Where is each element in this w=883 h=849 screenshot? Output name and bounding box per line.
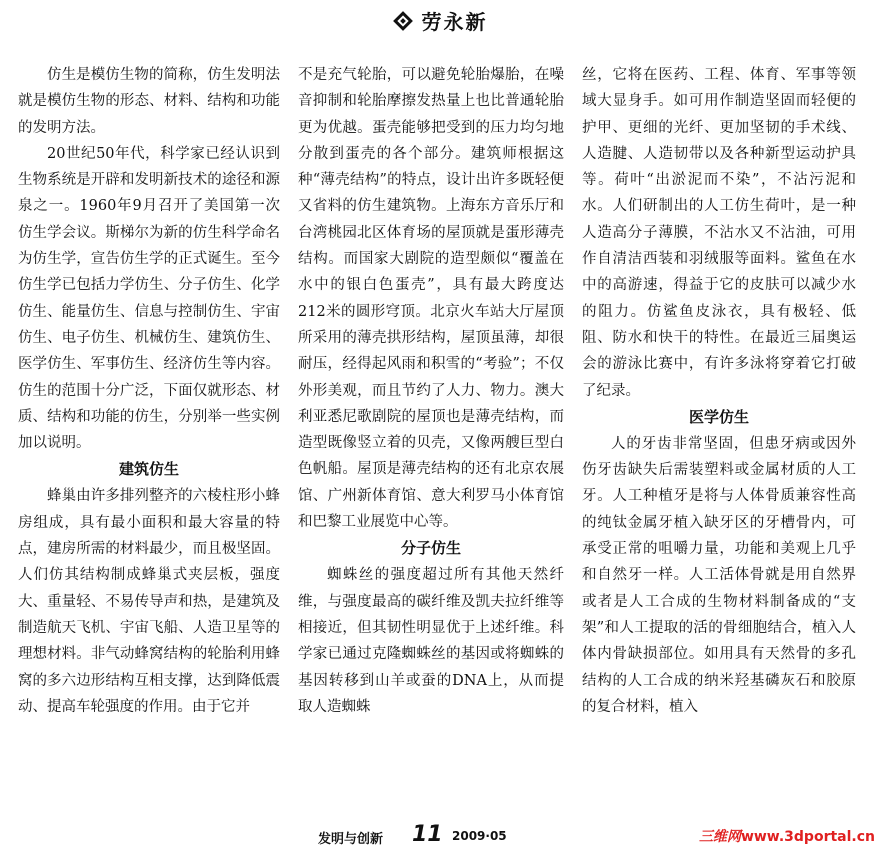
text-column-3: [582, 62, 856, 822]
watermark-url: www.3dportal.cn: [740, 829, 875, 845]
text-column-1: [18, 62, 280, 822]
paragraph-teeth-bone: 人的牙齿非常坚固，但患牙病或因外伤牙齿缺失后需装塑料或金属材质的人工牙。人工种植牙是将与人体骨质兼容性高的纯钛金属牙植入缺牙区的牙槽骨内，可承受正常的咀嚼力量，功能和美观上几乎和自然牙一样。人工活体骨就是用自然界或者是人工合成的生物材料制备成的“支架”和人工提取的活的骨细胞结合，植入人体内骨缺损部位。如用具有天然骨的多孔结构的人工合成的纳米羟基磷灰石和胶原的复合材料，植入: [582, 435, 856, 715]
section-heading-building: 建筑仿生: [118, 460, 179, 479]
paragraph-honeycomb: 蜂巢由许多排列整齐的六棱柱形小蜂房组成，具有最小面积和最大容量的特点，建房所需的材料最少，而且极坚固。人们仿其结构制成蜂巢式夹层板，强度大、重量轻、不易传导声和热，是建筑及制造航天飞机、宇宙飞船、人造卫星等的理想材料。非气动蜂窝结构的轮胎利用蜂窝的多六边形结构互相支撑，达到降低震动、提高车轮强度的作用。由于它并: [18, 488, 280, 715]
text-column-2: [298, 62, 564, 822]
paragraph-intro: 仿生是模仿生物的简称，仿生发明法就是模仿生物的形态、材料、结构和功能的发明方法。: [18, 67, 280, 136]
watermark-site-name: 三维网: [698, 829, 741, 845]
paragraph-eggshell: 不是充气轮胎，可以避免轮胎爆胎，在噪音抑制和轮胎摩擦发热量上也比普通轮胎更为优越。蛋壳能够把受到的压力均匀地分散到蛋壳的各个部分。建筑师根据这种“薄壳结构”的特点，设计出许多既轻便又省料的仿生建筑物。上海东方音乐厅和台湾桃园北区体育场的屋顶就是蛋形薄壳结构。而国家大剧院的造型颇似“覆盖在水中的银白色蛋壳”，具有最大跨度达212米的圆形穹顶。北京火车站大厅屋顶所采用的薄壳拱形结构，屋顶虽薄，却很耐压，经得起风雨和积雪的“考验”；不仅外形美观，而且节约了人力、物力。澳大利亚悉尼歌剧院的屋顶也是薄壳结构，而造型既像竖立着的贝壳，又像两艘巨型白色帆船。屋顶是薄壳结构的还有北京农展馆、广州新体育馆、意大利罗马小体育馆和巴黎工业展览中心等。: [298, 67, 564, 531]
watermark: [673, 825, 883, 849]
paragraph-spider-silk: 蜘蛛丝的强度超过所有其他天然纤维，与强度最高的碳纤维及凯夫拉纤维等相接近，但其韧性明显优于上述纤维。科学家已通过克隆蜘蛛丝的基因或将蜘蛛的基因转移到山羊或蚕的DNA上，从而提取人造蜘蛛: [298, 567, 564, 715]
page-footer: [0, 822, 883, 849]
author-name: 劳永新: [421, 10, 488, 34]
paragraph-history: 20世纪50年代，科学家已经认识到生物系统是开辟和发明新技术的途径和源泉之一。1960年9月召开了美国第一次仿生学会议。斯梯尔为新的仿生科学命名为仿生学，宣告仿生学的正式诞生。至今仿生学已包括力学仿生、分子仿生、化学仿生、能量仿生、信息与控制仿生、宇宙仿生、电子仿生、机械仿生、建筑仿生、医学仿生、军事仿生、经济仿生等内容。仿生的范围十分广泛，下面仅就形态、材质、结构和功能的仿生，分别举一些实例加以说明。: [18, 145, 280, 452]
diamond-bullet-icon: [393, 11, 413, 31]
section-heading-medical: 医学仿生: [688, 407, 749, 426]
journal-name: 发明与创新: [318, 832, 384, 847]
issue-number: 2009·05: [452, 829, 507, 843]
page-number: 11: [412, 822, 443, 847]
article-header: [0, 6, 883, 38]
paragraph-lotus-shark: 丝，它将在医药、工程、体育、军事等领域大显身手。如可用作制造坚固而轻便的护甲、更细的光纤、更加坚韧的手术线、人造腱、人造韧带以及各种新型运动护具等。荷叶“出淤泥而不染”，不沾污泥和水。人们研制出的人工仿生荷叶，是一种人造高分子薄膜，不沾水又不沾油，可用作自清洁西装和羽绒服等面料。鲨鱼在水中的高游速，得益于它的皮肤可以减少水的阻力。仿鲨鱼皮泳衣，具有极轻、低阻、防水和快干的特性。在最近三届奥运会的游泳比赛中，有许多泳将穿着它打破了纪录。: [582, 67, 856, 399]
section-heading-molecular: 分子仿生: [400, 539, 461, 558]
